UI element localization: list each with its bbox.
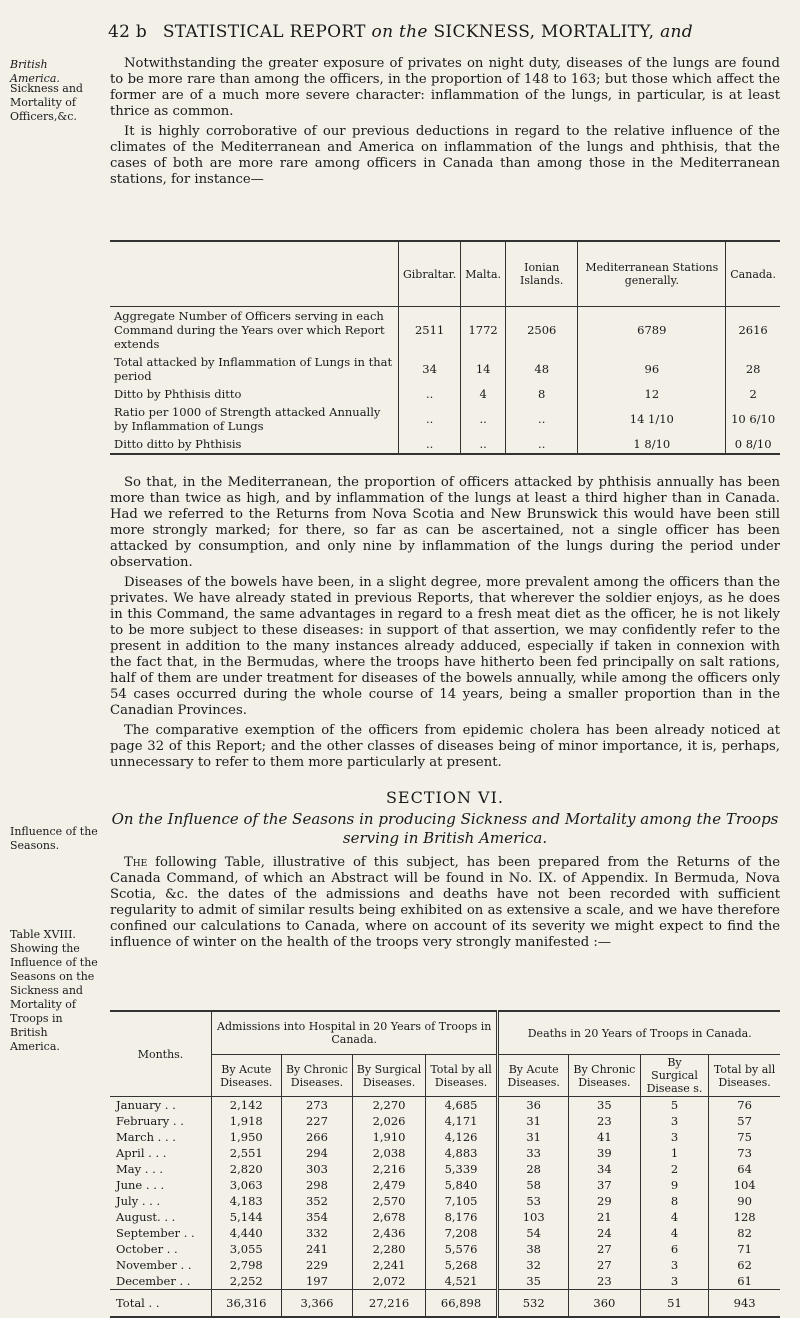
t1-row — [110, 353, 780, 385]
t2-cell: 3 — [640, 1113, 708, 1129]
t2-month-row — [110, 1161, 780, 1177]
t2-cell: 354 — [281, 1209, 353, 1225]
t2-cell: 1,910 — [353, 1129, 425, 1145]
running-title-b: SICKNESS, MORTALITY, — [433, 22, 655, 42]
t2-cell: 33 — [498, 1145, 569, 1161]
t2-cell: 39 — [568, 1145, 640, 1161]
t2-cell: 9 — [640, 1177, 708, 1193]
t2-cell: 5,268 — [425, 1257, 498, 1273]
t2-month-label: May . . . — [116, 1162, 164, 1176]
t2-cell: 4,440 — [212, 1225, 282, 1241]
t2-subhead: By Surgical Disease s. — [640, 1055, 708, 1097]
t1-cell: 2506 — [506, 307, 578, 354]
t2-cell: 352 — [281, 1193, 353, 1209]
t2-cell: 2,216 — [353, 1161, 425, 1177]
t2-cell: 23 — [568, 1113, 640, 1129]
t2-cell: 532 — [498, 1290, 569, 1318]
t2-subhead: By Chronic Diseases. — [568, 1055, 640, 1097]
t1-cell: 1 8/10 — [578, 435, 726, 454]
t2-month-row — [110, 1129, 780, 1145]
t2-cell: 227 — [281, 1113, 353, 1129]
intro-text — [110, 56, 780, 192]
t2-cell: 21 — [568, 1209, 640, 1225]
t2-cell: 298 — [281, 1177, 353, 1193]
running-header — [108, 22, 693, 42]
t2-cell: 303 — [281, 1161, 353, 1177]
t2-cell: 8 — [640, 1193, 708, 1209]
t2-cell: 3,366 — [281, 1290, 353, 1318]
t2-cell: 36,316 — [212, 1290, 282, 1318]
t2-cell: 64 — [709, 1161, 780, 1177]
t2-cell: 6 — [640, 1241, 708, 1257]
t2-month-label: Total . . — [110, 1290, 212, 1318]
t2-cell: 2,551 — [212, 1145, 282, 1161]
t2-month-row — [110, 1097, 780, 1114]
paragraph-5: The comparative exemption of the officers from epidemic cholera has been already noticed at page 32 of this Report; and the other classes of diseases being of minor importance, it is, perhaps, unnecessary to refer to them more particularly at present. — [110, 723, 780, 770]
margin-note-table-xviii: Table XVIII. Showing the Influence of the Seasons on the Sickness and Mortality of Troops in British America. — [10, 928, 98, 1053]
t2-cell: 4,171 — [425, 1113, 498, 1129]
t2-cell: 360 — [568, 1290, 640, 1318]
t2-cell: 57 — [709, 1113, 780, 1129]
t2-cell: 3,063 — [212, 1177, 282, 1193]
t2-month-label: November . . — [116, 1258, 192, 1272]
paragraph-6-lead: The — [124, 855, 148, 870]
t1-cell: .. — [399, 435, 461, 454]
t2-month-row — [110, 1209, 780, 1225]
t2-cell: 4,183 — [212, 1193, 282, 1209]
t2-cell: 2,570 — [353, 1193, 425, 1209]
t2-cell: 1,918 — [212, 1113, 282, 1129]
t2-cell: 4,883 — [425, 1145, 498, 1161]
t1-cell: 0 8/10 — [726, 435, 780, 454]
paragraph-6 — [110, 855, 780, 951]
t1-cell: .. — [461, 403, 506, 435]
officers-lung-disease-table — [110, 240, 780, 455]
t1-cell: 12 — [578, 385, 726, 403]
t1-cell: 2511 — [399, 307, 461, 354]
t2-cell: 5,339 — [425, 1161, 498, 1177]
t2-cell: 2,252 — [212, 1273, 282, 1290]
t2-total-row — [110, 1290, 780, 1318]
t2-cell: 5,144 — [212, 1209, 282, 1225]
t2-cell: 5,576 — [425, 1241, 498, 1257]
t2-cell: 2,072 — [353, 1273, 425, 1290]
t1-cell: 1772 — [461, 307, 506, 354]
t2-cell: 103 — [498, 1209, 569, 1225]
t2-cell: 31 — [498, 1113, 569, 1129]
t2-cell: 332 — [281, 1225, 353, 1241]
t2-month-row — [110, 1177, 780, 1193]
t2-cell: 1 — [640, 1145, 708, 1161]
t2-month-label: August. . . — [116, 1210, 176, 1224]
t2-subhead: Total by all Diseases. — [709, 1055, 780, 1097]
t2-cell: 5,840 — [425, 1177, 498, 1193]
t1-cell: .. — [461, 435, 506, 454]
t1-col-canada: Canada. — [726, 241, 780, 307]
t2-cell: 29 — [568, 1193, 640, 1209]
t1-cell: 48 — [506, 353, 578, 385]
paragraph-4: Diseases of the bowels have been, in a slight degree, more prevalent among the officers than the privates. We have already stated in previous Reports, that wherever the soldier enjoys, as he does in this Command, the same advantages in regard to a fresh meat diet as the officer, he is not likely to be more subject to these diseases: in support of that assertion, we may confidently refer to the present in addition to the many instances already adduced, especially if taken in connexion with the fact that, in the Bermudas, where the troops have hitherto been fed principally on salt rations, half of them are under treatment for diseases of the bowels annually, while among the officers only 54 cases occurred during the whole course of 14 years, being a smaller proportion than in the Canadian Provinces. — [110, 575, 780, 718]
t2-cell: 1,950 — [212, 1129, 282, 1145]
t2-cell: 66,898 — [425, 1290, 498, 1318]
t2-month-label: March . . . — [116, 1130, 176, 1144]
t1-row — [110, 435, 780, 454]
t2-cell: 4 — [640, 1209, 708, 1225]
t2-cell: 76 — [709, 1097, 780, 1114]
t2-cell: 3 — [640, 1129, 708, 1145]
t2-cell: 4,685 — [425, 1097, 498, 1114]
t1-cell: 34 — [399, 353, 461, 385]
t2-cell: 36 — [498, 1097, 569, 1114]
t2-cell: 73 — [709, 1145, 780, 1161]
t2-cell: 2,270 — [353, 1097, 425, 1114]
t2-month-label: December . . — [116, 1274, 191, 1288]
t2-cell: 294 — [281, 1145, 353, 1161]
t2-cell: 943 — [709, 1290, 780, 1318]
t1-cell: 6789 — [578, 307, 726, 354]
t2-month-label: January . . — [116, 1098, 176, 1112]
t1-cell: 10 6/10 — [726, 403, 780, 435]
t2-deaths-header: Deaths in 20 Years of Troops in Canada. — [498, 1011, 780, 1055]
t2-cell: 128 — [709, 1209, 780, 1225]
t1-row-label: Aggregate Number of Officers serving in each Command during the Years over which Report extends — [114, 309, 385, 351]
section-text — [110, 855, 780, 955]
t1-col-mediterranean: Mediterranean Stations generally. — [578, 241, 726, 307]
t2-cell: 61 — [709, 1273, 780, 1290]
t2-subhead: By Surgical Diseases. — [353, 1055, 425, 1097]
t1-cell: 2616 — [726, 307, 780, 354]
t2-cell: 53 — [498, 1193, 569, 1209]
t2-cell: 27,216 — [353, 1290, 425, 1318]
t1-row — [110, 403, 780, 435]
t2-cell: 4,521 — [425, 1273, 498, 1290]
t2-cell: 2,241 — [353, 1257, 425, 1273]
paragraph-3: So that, in the Mediterranean, the proportion of officers attacked by phthisis annually has been more than twice as high, and by inflammation of the lungs at least a third higher than in Canada. Had we referred to the Returns from Nova Scotia and New Brunswick this would have been still more strongly marked; for there, so far as can be ascertained, not a single officer has been attacked by consumption, and only nine by inflammation of the lungs during the period under observation. — [110, 475, 780, 570]
margin-note-sickness-mortality: Sickness and Mortality of Officers,&c. — [10, 82, 83, 123]
t2-cell: 3,055 — [212, 1241, 282, 1257]
paragraph-2: It is highly corroborative of our previous deductions in regard to the relative influence of the climates of the Mediterranean and America on inflammation of the lungs and phthisis, that the cases of both are more rare among officers in Canada than among those in the Mediterranean stations, for instance— — [110, 124, 780, 187]
t1-cell: 28 — [726, 353, 780, 385]
t2-cell: 27 — [568, 1241, 640, 1257]
t2-month-row — [110, 1273, 780, 1290]
t2-cell: 104 — [709, 1177, 780, 1193]
t2-cell: 54 — [498, 1225, 569, 1241]
page-number: 42 b — [108, 22, 148, 42]
t2-month-label: October . . — [116, 1242, 178, 1256]
t2-admissions-header: Admissions into Hospital in 20 Years of Troops in Canada. — [212, 1011, 498, 1055]
t1-cell: 14 — [461, 353, 506, 385]
t2-cell: 71 — [709, 1241, 780, 1257]
t1-col-malta: Malta. — [461, 241, 506, 307]
t2-month-label: February . . — [116, 1114, 184, 1128]
t1-cell: 2 — [726, 385, 780, 403]
t2-subhead: Total by all Diseases. — [425, 1055, 498, 1097]
t2-cell: 7,208 — [425, 1225, 498, 1241]
paragraph-6-body: following Table, illustrative of this subject, has been prepared from the Returns of the Canada Command, of which an Abstract will be found in No. IX. of Appendix. In Bermuda, Nova Scotia, &c. the dates of the admissions and deaths have not been recorded with sufficient regularity to admit of similar results being exhibited on as extensive a scale, and we have therefore confined our calculations to Canada, where on account of its severity we might expect to find the influence of winter on the health of the troops very strongly manifested :— — [110, 855, 780, 950]
t2-cell: 28 — [498, 1161, 569, 1177]
t1-cell: 14 1/10 — [578, 403, 726, 435]
t2-cell: 7,105 — [425, 1193, 498, 1209]
t2-month-label: September . . — [116, 1226, 195, 1240]
t2-month-row — [110, 1241, 780, 1257]
t2-month-row — [110, 1113, 780, 1129]
t2-cell: 2,436 — [353, 1225, 425, 1241]
t2-cell: 2,479 — [353, 1177, 425, 1193]
t2-cell: 38 — [498, 1241, 569, 1257]
t2-cell: 34 — [568, 1161, 640, 1177]
paragraph-1: Notwithstanding the greater exposure of privates on night duty, diseases of the lungs are found to be more rare than among the officers, in the proportion of 148 to 163; but those which affect the former are of a much more severe character: inflammation of the lungs, in particular, is at least thrice as common. — [110, 56, 780, 119]
t2-cell: 229 — [281, 1257, 353, 1273]
running-title-and: and — [660, 22, 693, 42]
t2-cell: 35 — [568, 1097, 640, 1114]
t2-cell: 62 — [709, 1257, 780, 1273]
running-title-a: STATISTICAL REPORT — [162, 22, 366, 42]
t2-cell: 2,142 — [212, 1097, 282, 1114]
margin-note-influence-seasons: Influence of the Seasons. — [10, 825, 98, 852]
t2-month-row — [110, 1145, 780, 1161]
t2-month-label: June . . . — [116, 1178, 165, 1192]
t2-cell: 273 — [281, 1097, 353, 1114]
t2-cell: 35 — [498, 1273, 569, 1290]
t2-cell: 58 — [498, 1177, 569, 1193]
t1-row-label: Total attacked by Inflammation of Lungs in that period — [114, 355, 393, 383]
t2-cell: 197 — [281, 1273, 353, 1290]
t2-cell: 5 — [640, 1097, 708, 1114]
t2-month-label: July . . . — [116, 1194, 161, 1208]
t1-row — [110, 385, 780, 403]
t1-cell: .. — [506, 403, 578, 435]
t2-cell: 3 — [640, 1273, 708, 1290]
running-title-on: on the — [371, 22, 428, 42]
t1-cell: .. — [506, 435, 578, 454]
t1-col-gibraltar: Gibraltar. — [399, 241, 461, 307]
t2-cell: 24 — [568, 1225, 640, 1241]
t2-cell: 41 — [568, 1129, 640, 1145]
t1-row-label: Ratio per 1000 of Strength attacked Annually by Inflammation of Lungs — [114, 405, 381, 433]
section-heading: SECTION VI. — [385, 788, 505, 807]
t2-cell: 90 — [709, 1193, 780, 1209]
t2-cell: 2,798 — [212, 1257, 282, 1273]
t2-cell: 51 — [640, 1290, 708, 1318]
t2-cell: 2 — [640, 1161, 708, 1177]
t2-cell: 4 — [640, 1225, 708, 1241]
t2-cell: 2,820 — [212, 1161, 282, 1177]
t2-month-row — [110, 1225, 780, 1241]
t2-cell: 2,678 — [353, 1209, 425, 1225]
t2-cell: 37 — [568, 1177, 640, 1193]
section-subtitle: On the Influence of the Seasons in producing Sickness and Mortality among the Troops serving in British America. — [111, 810, 779, 847]
t2-month-row — [110, 1257, 780, 1273]
t2-subhead: By Chronic Diseases. — [281, 1055, 353, 1097]
t2-cell: 2,026 — [353, 1113, 425, 1129]
t2-cell: 2,038 — [353, 1145, 425, 1161]
t2-month-label: April . . . — [116, 1146, 167, 1160]
t2-cell: 27 — [568, 1257, 640, 1273]
t2-cell: 32 — [498, 1257, 569, 1273]
t2-cell: 8,176 — [425, 1209, 498, 1225]
t2-cell: 3 — [640, 1257, 708, 1273]
t2-cell: 31 — [498, 1129, 569, 1145]
t1-cell: 96 — [578, 353, 726, 385]
t1-cell: .. — [399, 385, 461, 403]
t2-subhead: By Acute Diseases. — [212, 1055, 282, 1097]
t1-row-label: Ditto ditto by Phthisis — [114, 437, 242, 451]
seasons-table — [110, 1010, 780, 1318]
t2-cell: 241 — [281, 1241, 353, 1257]
t2-subhead: By Acute Diseases. — [498, 1055, 569, 1097]
t1-row-label: Ditto by Phthisis ditto — [114, 387, 242, 401]
t1-col-ionian: Ionian Islands. — [506, 241, 578, 307]
t2-cell: 266 — [281, 1129, 353, 1145]
t1-cell: .. — [399, 403, 461, 435]
t2-month-row — [110, 1193, 780, 1209]
discussion-text — [110, 475, 780, 775]
t2-cell: 23 — [568, 1273, 640, 1290]
t1-cell: 8 — [506, 385, 578, 403]
t2-cell: 75 — [709, 1129, 780, 1145]
margin-note-british-america: British America. — [10, 58, 60, 85]
t2-cell: 82 — [709, 1225, 780, 1241]
t2-cell: 4,126 — [425, 1129, 498, 1145]
t1-cell: 4 — [461, 385, 506, 403]
t1-row — [110, 307, 780, 354]
t2-cell: 2,280 — [353, 1241, 425, 1257]
t2-months-header: Months. — [110, 1011, 212, 1097]
